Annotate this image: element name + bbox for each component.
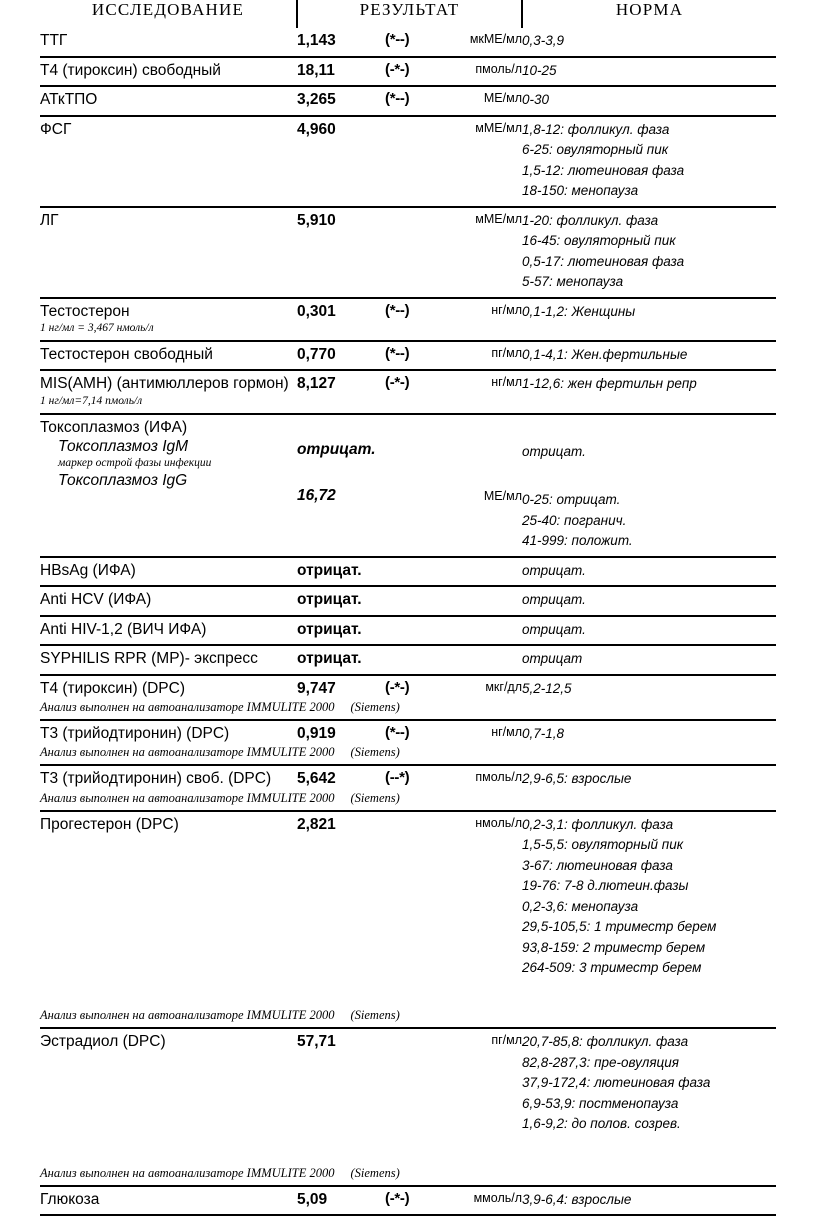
study-name-cell <box>40 298 297 341</box>
result-value-cell <box>297 370 385 413</box>
result-unit-cell <box>467 765 522 810</box>
study-name: Anti HCV (ИФА) <box>40 591 152 609</box>
table-row <box>40 811 776 1028</box>
result-flag: (*--) <box>385 31 410 48</box>
result-value: 2,821 <box>297 815 336 833</box>
table-row <box>40 645 776 675</box>
table-row <box>40 341 776 371</box>
norm-cell <box>522 207 776 298</box>
norm-line: отрицат. <box>522 621 586 637</box>
table-row <box>40 86 776 116</box>
column-header-study: ИССЛЕДОВАНИЕ <box>91 0 245 19</box>
result-value-cell <box>297 1186 385 1216</box>
study-name: Тестостерон свободный <box>40 345 213 363</box>
table-row <box>40 675 776 720</box>
norm-line: 16-45: овуляторный пик <box>522 233 676 249</box>
result-unit: нг/мл <box>491 725 523 740</box>
result-value-cell <box>297 57 385 87</box>
study-subnote: 1 нг/мл = 3,467 нмоль/л <box>40 322 154 335</box>
result-flag: (*--) <box>385 724 410 742</box>
result-value-cell <box>297 557 385 587</box>
result-flag-cell <box>385 116 467 207</box>
result-flag: (-*-) <box>385 678 410 696</box>
norm-line: 37,9-172,4: лютеиновая фаза <box>522 1075 711 1091</box>
result-flag-cell <box>385 370 467 413</box>
study-name-cell <box>40 557 297 587</box>
norm-line: отрицат. <box>522 443 586 459</box>
result-flag-cell <box>385 57 467 87</box>
result-flag-cell <box>385 414 467 557</box>
norm-cell <box>522 586 776 616</box>
analyzer-note <box>40 743 400 760</box>
table-row <box>40 1186 776 1216</box>
norm-line: отрицат <box>522 651 583 667</box>
study-subnote: 1 нг/мл=7,14 пмоль/л <box>40 394 143 407</box>
norm-cell <box>522 616 776 646</box>
analyzer-note <box>40 789 400 806</box>
norm-line: 82,8-287,3: пре-овуляция <box>522 1054 679 1070</box>
result-unit-cell <box>467 1186 522 1216</box>
norm-line: 10-25 <box>522 62 557 78</box>
norm-cell <box>522 28 776 57</box>
analyzer-text: Анализ выполнен на автоанализаторе IMMULITE 2000 <box>40 700 335 715</box>
result-unit: мкМЕ/мл <box>469 32 523 46</box>
result-unit: МЕ/мл <box>483 488 523 503</box>
result-flag: (--*) <box>385 769 410 787</box>
table-body <box>40 28 776 1215</box>
result-value-cell <box>297 811 385 1028</box>
result-value-cell <box>297 616 385 646</box>
result-value: 57,71 <box>297 1033 336 1051</box>
norm-cell <box>522 86 776 116</box>
result-unit-cell <box>467 298 522 341</box>
result-flag: (-*-) <box>385 60 410 78</box>
result-flag-cell <box>385 298 467 341</box>
norm-cell <box>522 1028 776 1185</box>
norm-line: 0,3-3,9 <box>522 33 565 48</box>
study-name: ТТГ <box>40 32 68 49</box>
norm-line: 1-12,6: жен фертильн репр <box>522 376 697 392</box>
norm-line: 0,2-3,6: менопауза <box>522 898 639 914</box>
norm-line: 1,8-12: фолликул. фаза <box>522 121 670 137</box>
study-name-cell <box>40 207 297 298</box>
norm-cell <box>522 557 776 587</box>
norm-line: 1-20: фолликул. фаза <box>522 212 659 228</box>
table-row <box>40 586 776 616</box>
study-name-cell <box>40 1186 297 1216</box>
toxoplasmosis-sub-name: Токсоплазмоз IgG <box>58 472 188 490</box>
result-unit: пмоль/л <box>475 770 523 785</box>
result-unit: пмоль/л <box>475 61 523 76</box>
lab-report-sheet <box>40 0 776 1216</box>
result-value: 16,72 <box>297 486 336 504</box>
result-unit-cell <box>467 57 522 87</box>
table-row <box>40 116 776 207</box>
norm-cell <box>522 370 776 413</box>
study-name: ФСГ <box>40 120 72 138</box>
table-row-toxoplasmosis <box>40 414 776 557</box>
norm-line: 1,5-12: лютеиновая фаза <box>522 162 685 178</box>
analyzer-maker: (Siemens) <box>350 1008 400 1023</box>
header-row <box>40 0 776 28</box>
result-unit: мМЕ/мл <box>475 120 523 135</box>
study-name-cell <box>40 28 297 57</box>
table-row <box>40 557 776 587</box>
result-value: 8,127 <box>297 375 336 393</box>
norm-line: 3-67: лютеиновая фаза <box>522 857 673 873</box>
table-row <box>40 616 776 646</box>
analyzer-maker: (Siemens) <box>350 790 400 805</box>
table-row <box>40 207 776 298</box>
study-name: SYPHILIS RPR (MP)- экспресс <box>40 650 258 668</box>
result-unit-cell <box>467 675 522 720</box>
table-header <box>40 0 776 28</box>
result-value: отрицат. <box>297 591 362 609</box>
norm-line: 0,2-3,1: фолликул. фаза <box>522 816 674 832</box>
column-header-result: РЕЗУЛЬТАТ <box>297 0 522 28</box>
norm-line: 0,5-17: лютеиновая фаза <box>522 253 685 269</box>
study-name: Т4 (тироксин) свободный <box>40 61 221 79</box>
result-flag-cell <box>385 557 467 587</box>
norm-line: 18-150: менопауза <box>522 183 639 199</box>
column-header-norm: НОРМА <box>615 0 684 19</box>
analyzer-maker: (Siemens) <box>350 1165 400 1180</box>
norm-cell <box>522 1186 776 1216</box>
result-flag-cell <box>385 616 467 646</box>
result-value: 5,910 <box>297 211 336 229</box>
result-unit-cell <box>467 116 522 207</box>
norm-cell <box>522 811 776 1028</box>
table-row <box>40 370 776 413</box>
norm-line: 264-509: 3 триместр берем <box>522 960 702 976</box>
result-unit-cell <box>467 1028 522 1185</box>
result-unit-cell <box>467 616 522 646</box>
result-unit-cell <box>467 86 522 116</box>
result-unit: мМЕ/мл <box>475 211 523 226</box>
study-name-cell <box>40 616 297 646</box>
study-name: Эстрадиол (DPC) <box>40 1033 166 1051</box>
norm-line: 5,2-12,5 <box>522 680 572 696</box>
norm-line: 5-57: менопауза <box>522 274 624 290</box>
norm-line: отрицат. <box>522 592 586 608</box>
study-name: ЛГ <box>40 211 59 229</box>
norm-cell <box>522 298 776 341</box>
result-value-cell <box>297 207 385 298</box>
result-value: отрицат. <box>297 561 362 579</box>
result-flag-cell <box>385 811 467 1028</box>
norm-line: 0,1-4,1: Жен.фертильные <box>522 346 688 362</box>
result-unit-cell <box>467 586 522 616</box>
row-filler <box>40 1052 297 1164</box>
norm-cell <box>522 675 776 720</box>
norm-cell <box>522 414 776 557</box>
result-flag-cell <box>385 207 467 298</box>
analyzer-note <box>40 698 400 715</box>
study-name-cell <box>40 645 297 675</box>
table-row <box>40 28 776 57</box>
result-flag: (-*-) <box>385 1189 410 1207</box>
norm-line: 6-25: овуляторный пик <box>522 142 669 158</box>
result-value-cell <box>297 341 385 371</box>
analyzer-text: Анализ выполнен на автоанализаторе IMMULITE 2000 <box>40 745 335 760</box>
result-value: 5,09 <box>297 1190 328 1208</box>
result-flag-cell <box>385 1186 467 1216</box>
result-flag: (*--) <box>385 301 410 319</box>
study-name-cell <box>40 414 297 557</box>
result-value-cell <box>297 28 385 57</box>
result-value: 0,301 <box>297 302 336 320</box>
norm-line: 1,6-9,2: до полов. созрев. <box>522 1116 681 1132</box>
study-name: Прогестерон (DPC) <box>40 815 179 833</box>
result-unit: ммоль/л <box>473 1190 523 1205</box>
analyzer-note <box>40 1006 400 1023</box>
result-unit-cell <box>467 720 522 765</box>
study-name: Т4 (тироксин) (DPC) <box>40 679 185 697</box>
result-unit: пг/мл <box>491 345 523 360</box>
result-unit-cell <box>467 207 522 298</box>
table-row <box>40 57 776 87</box>
toxoplasmosis-sub-note: маркер острой фазы инфекции <box>58 457 212 470</box>
result-unit: МЕ/мл <box>483 91 523 106</box>
result-unit: мкг/дл <box>485 679 523 694</box>
study-name: АТкТПО <box>40 91 98 109</box>
norm-line: 0,7-1,8 <box>522 726 565 742</box>
result-value-cell <box>297 1028 385 1185</box>
result-unit: пг/мл <box>491 1033 523 1048</box>
table-row <box>40 720 776 765</box>
study-name-cell <box>40 86 297 116</box>
row-filler <box>40 834 297 1006</box>
analyzer-note <box>40 1164 400 1181</box>
norm-line: 3,9-6,4: взрослые <box>522 1191 632 1207</box>
result-value-cell <box>297 116 385 207</box>
norm-cell <box>522 116 776 207</box>
norm-line: 29,5-105,5: 1 триместр берем <box>522 919 717 935</box>
result-flag: (*--) <box>385 344 410 362</box>
study-name-cell <box>40 586 297 616</box>
result-unit-cell <box>467 557 522 587</box>
norm-line: 19-76: 7-8 д.лютеин.фазы <box>522 878 689 894</box>
result-unit: нмоль/л <box>475 815 523 830</box>
result-unit: нг/мл <box>491 375 523 390</box>
result-value-cell <box>297 86 385 116</box>
result-unit-cell <box>467 414 522 557</box>
result-value-cell <box>297 298 385 341</box>
result-value-cell <box>297 414 385 557</box>
result-value: 18,11 <box>297 61 335 79</box>
norm-cell <box>522 645 776 675</box>
toxoplasmosis-group-name: Токсоплазмоз (ИФА) <box>40 418 188 436</box>
result-unit: нг/мл <box>491 302 523 317</box>
study-name: Глюкоза <box>40 1190 100 1208</box>
analyzer-text: Анализ выполнен на автоанализаторе IMMULITE 2000 <box>40 1008 335 1023</box>
result-unit-cell <box>467 370 522 413</box>
table-row <box>40 298 776 341</box>
result-unit-cell <box>467 645 522 675</box>
norm-line: 20,7-85,8: фолликул. фаза <box>522 1034 689 1050</box>
norm-line: 0-30 <box>522 92 550 108</box>
norm-cell <box>522 341 776 371</box>
analyzer-text: Анализ выполнен на автоанализаторе IMMULITE 2000 <box>40 1165 335 1180</box>
norm-line: 2,9-6,5: взрослые <box>522 771 632 787</box>
study-name-cell <box>40 57 297 87</box>
result-value: отрицат. <box>297 620 362 638</box>
result-flag-cell <box>385 1028 467 1185</box>
result-flag: (-*-) <box>385 374 410 392</box>
study-name: Т3 (трийодтиронин) своб. (DPC) <box>40 770 272 788</box>
result-flag-cell <box>385 586 467 616</box>
norm-line: 41-999: положит. <box>522 533 633 549</box>
result-value: 5,642 <box>297 770 336 788</box>
result-value: 9,747 <box>297 679 336 697</box>
result-value: 4,960 <box>297 120 336 138</box>
result-unit-cell <box>467 811 522 1028</box>
norm-line: 6,9-53,9: постменопауза <box>522 1095 679 1111</box>
norm-line: 0-25: отрицат. <box>522 492 621 508</box>
result-flag-cell <box>385 86 467 116</box>
norm-cell <box>522 720 776 765</box>
table-row <box>40 1028 776 1185</box>
norm-cell <box>522 57 776 87</box>
result-unit <box>467 443 522 459</box>
toxoplasmosis-sub-name: Токсоплазмоз IgM <box>58 437 189 455</box>
lab-results-table <box>40 0 776 1216</box>
result-value-cell <box>297 586 385 616</box>
study-name: MIS(АМН) (антимюллеров гормон) <box>40 375 289 393</box>
result-flag: (*--) <box>385 90 410 108</box>
study-name-cell <box>40 370 297 413</box>
result-unit-cell <box>467 28 522 57</box>
study-name: Anti HIV-1,2 (ВИЧ ИФА) <box>40 620 207 638</box>
norm-line: 93,8-159: 2 триместр берем <box>522 939 706 955</box>
study-name-cell <box>40 116 297 207</box>
norm-line: 25-40: погранич. <box>522 512 627 528</box>
study-name: HBsAg (ИФА) <box>40 561 136 579</box>
result-flag-cell <box>385 645 467 675</box>
table-row <box>40 765 776 810</box>
result-value: отрицат. <box>297 650 362 668</box>
result-value-cell <box>297 645 385 675</box>
analyzer-text: Анализ выполнен на автоанализаторе IMMULITE 2000 <box>40 790 335 805</box>
result-value: отрицат. <box>297 440 376 458</box>
norm-line: 0,1-1,2: Женщины <box>522 303 636 319</box>
result-flag-cell <box>385 28 467 57</box>
analyzer-maker: (Siemens) <box>350 700 400 715</box>
result-flag-cell <box>385 341 467 371</box>
result-value: 3,265 <box>297 91 336 109</box>
result-unit-cell <box>467 341 522 371</box>
result-value: 0,919 <box>297 725 336 743</box>
norm-cell <box>522 765 776 810</box>
result-value: 1,143 <box>297 32 336 49</box>
norm-line: 1,5-5,5: овуляторный пик <box>522 837 684 853</box>
study-name: Т3 (трийодтиронин) (DPC) <box>40 725 230 743</box>
study-name: Тестостерон <box>40 302 130 320</box>
norm-line: отрицат. <box>522 562 586 578</box>
study-name-cell <box>40 341 297 371</box>
result-value: 0,770 <box>297 345 336 363</box>
analyzer-maker: (Siemens) <box>350 745 400 760</box>
